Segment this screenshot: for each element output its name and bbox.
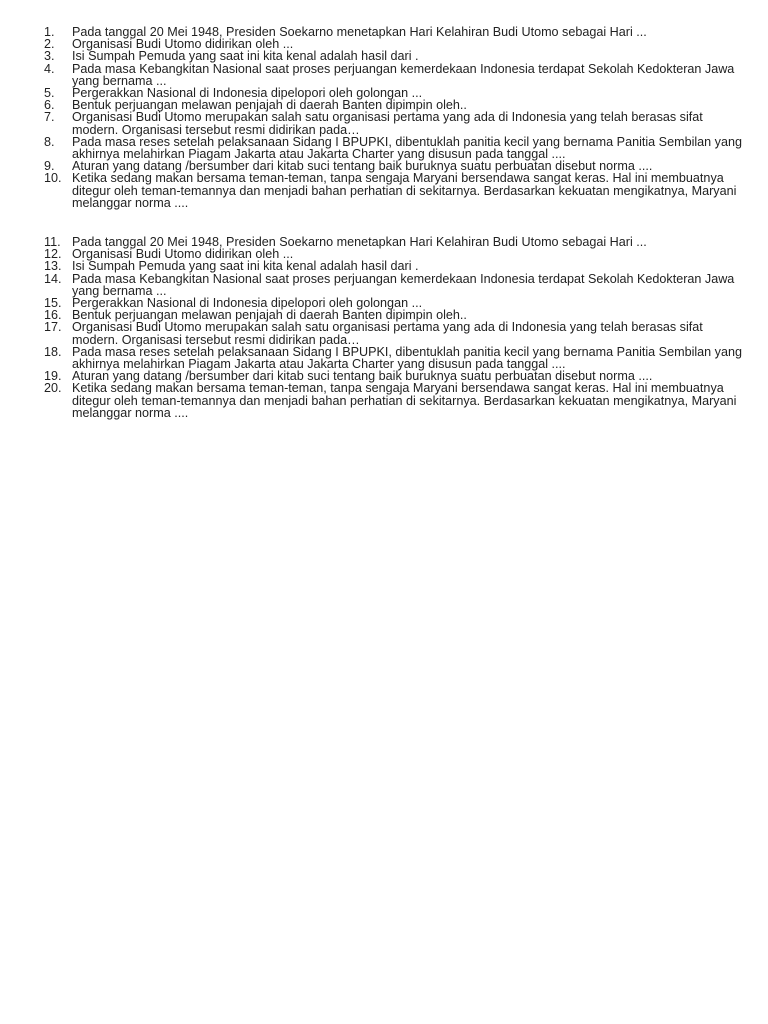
- question-list-first: [44, 26, 748, 209]
- question-number: 4.: [44, 61, 55, 76]
- question-text: Isi Sumpah Pemuda yang saat ini kita kenal adalah hasil dari .: [72, 49, 419, 64]
- question-number: 17.: [44, 320, 62, 335]
- question-number: 1.: [44, 25, 55, 39]
- question-item: [44, 50, 748, 62]
- question-number: 8.: [44, 134, 55, 149]
- question-text: Pada tanggal 20 Mei 1948, Presiden Soekarno menetapkan Hari Kelahiran Budi Utomo sebagai Hari ...: [72, 235, 647, 249]
- question-number: 7.: [44, 110, 55, 125]
- question-number: 11.: [44, 235, 61, 249]
- question-item: [44, 111, 748, 135]
- question-number: 9.: [44, 159, 55, 174]
- question-text: Organisasi Budi Utomo didirikan oleh ...: [72, 247, 294, 262]
- question-number: 15.: [44, 296, 62, 311]
- question-text: Pada masa reses setelah pelaksanaan Sidang I BPUPKI, dibentuklah panitia kecil yang bernama Panitia Sembilan yang akhirnya melahirkan Piagam Jakarta atau Jakarta Charter yang disusun pada tanggal ....: [72, 134, 742, 162]
- question-number: 18.: [44, 344, 62, 359]
- question-text: Aturan yang datang /bersumber dari kitab suci tentang baik buruknya suatu perbuatan disebut norma ....: [72, 159, 653, 174]
- question-item: [44, 63, 748, 87]
- question-number: 12.: [44, 247, 62, 262]
- question-item: [44, 172, 748, 209]
- question-number: 2.: [44, 37, 55, 52]
- question-text: Organisasi Budi Utomo merupakan salah satu organisasi pertama yang ada di Indonesia yang telah berasas sifat modern. Organisasi tersebut resmi didirikan pada…: [72, 320, 703, 347]
- question-item: [44, 382, 748, 419]
- question-item: [44, 273, 748, 297]
- question-number: 13.: [44, 259, 62, 274]
- question-item: [44, 321, 748, 345]
- question-item: [44, 260, 748, 272]
- question-number: 6.: [44, 98, 55, 113]
- question-number: 19.: [44, 369, 62, 384]
- question-text: Pada masa Kebangkitan Nasional saat proses perjuangan kemerdekaan Indonesia terdapat Sekolah Kedokteran Jawa yang bernama ...: [72, 271, 735, 298]
- question-text: Ketika sedang makan bersama teman-teman, tanpa sengaja Maryani bersendawa sangat keras. Hal ini membuatnya ditegur oleh teman-temannya dan menjadi bahan perhatian di sekitarnya. Berdasarkan kekuatan mengikatnya, Maryani melanggar norma ....: [72, 171, 737, 210]
- question-text: Pada masa Kebangkitan Nasional saat proses perjuangan kemerdekaan Indonesia terdapat Sekolah Kedokteran Jawa yang bernama ...: [72, 61, 735, 88]
- question-text: Pergerakkan Nasional di Indonesia dipelopori oleh golongan ...: [72, 86, 423, 101]
- question-text: Aturan yang datang /bersumber dari kitab suci tentang baik buruknya suatu perbuatan disebut norma ....: [72, 369, 653, 384]
- question-text: Bentuk perjuangan melawan penjajah di daerah Banten dipimpin oleh..: [72, 98, 467, 113]
- question-number: 3.: [44, 49, 55, 64]
- question-text: Isi Sumpah Pemuda yang saat ini kita kenal adalah hasil dari .: [72, 259, 419, 274]
- question-number: 14.: [44, 271, 62, 286]
- question-text: Organisasi Budi Utomo didirikan oleh ...: [72, 37, 294, 52]
- question-text: Pada masa reses setelah pelaksanaan Sidang I BPUPKI, dibentuklah panitia kecil yang bernama Panitia Sembilan yang akhirnya melahirkan Piagam Jakarta atau Jakarta Charter yang disusun pada tanggal ....: [72, 344, 742, 372]
- question-number: 5.: [44, 86, 55, 101]
- question-number: 20.: [44, 381, 62, 396]
- question-number: 10.: [44, 171, 62, 186]
- question-number: 16.: [44, 308, 62, 323]
- question-list-second: [44, 236, 748, 419]
- question-text: Bentuk perjuangan melawan penjajah di daerah Banten dipimpin oleh..: [72, 308, 467, 323]
- question-text: Ketika sedang makan bersama teman-teman, tanpa sengaja Maryani bersendawa sangat keras. Hal ini membuatnya ditegur oleh teman-temannya dan menjadi bahan perhatian di sekitarnya. Berdasarkan kekuatan mengikatnya, Maryani melanggar norma ....: [72, 381, 737, 420]
- question-text: Organisasi Budi Utomo merupakan salah satu organisasi pertama yang ada di Indonesia yang telah berasas sifat modern. Organisasi tersebut resmi didirikan pada…: [72, 110, 703, 137]
- question-item: [44, 346, 748, 370]
- question-item: [44, 136, 748, 160]
- question-text: Pada tanggal 20 Mei 1948, Presiden Soekarno menetapkan Hari Kelahiran Budi Utomo sebagai Hari ...: [72, 25, 647, 39]
- question-text: Pergerakkan Nasional di Indonesia dipelopori oleh golongan ...: [72, 296, 423, 311]
